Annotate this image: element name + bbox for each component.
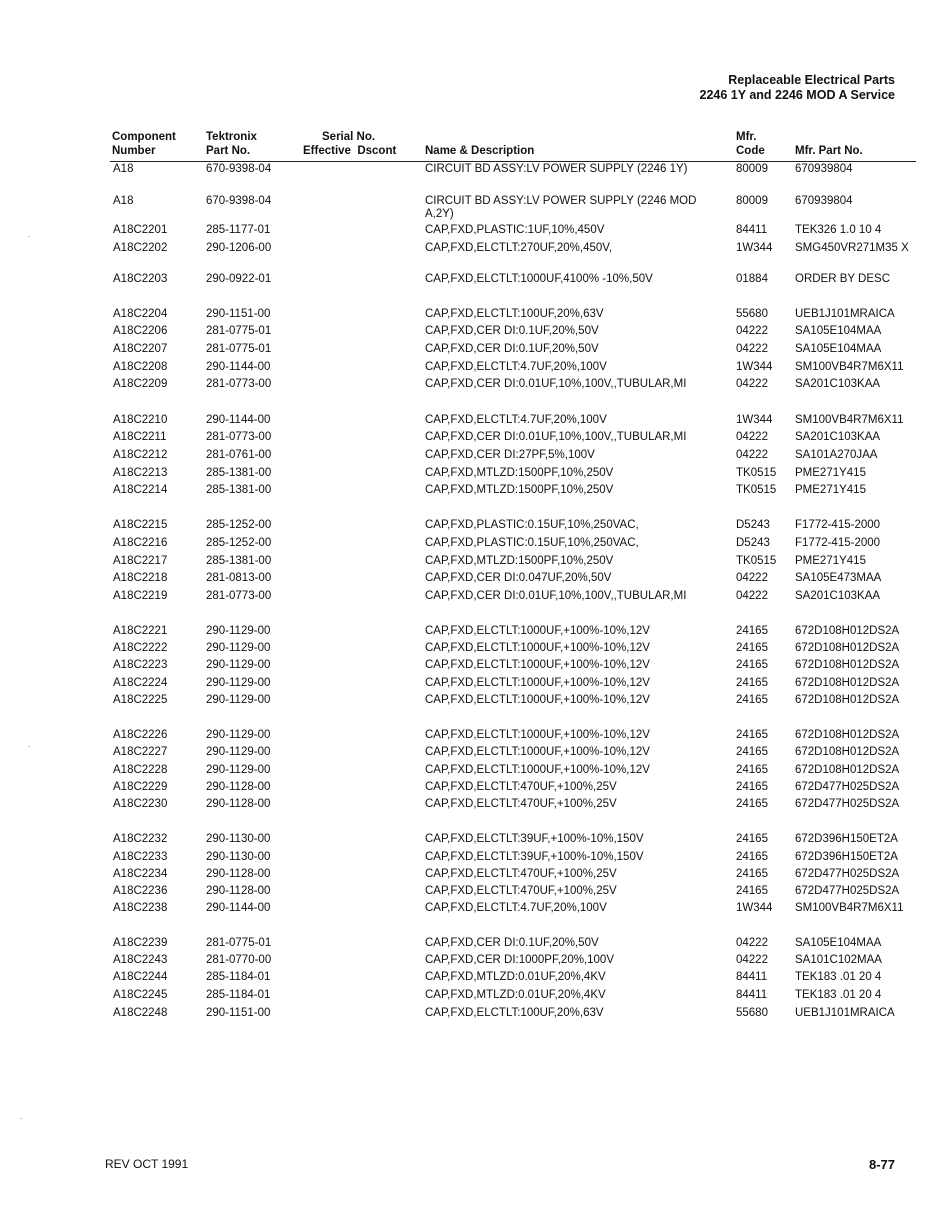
mfr-part-no: ORDER BY DESC xyxy=(795,273,891,285)
tektronix-part-no: 281-0773-00 xyxy=(206,590,272,602)
mfr-part-no: SA105E104MAA xyxy=(795,325,882,337)
component-number: A18C2225 xyxy=(113,694,168,706)
mfr-part-no: TEK183 .01 20 4 xyxy=(795,971,882,983)
name-description: CAP,FXD,MTLZD:0.01UF,20%,4KV xyxy=(425,971,606,983)
mfr-code: 24165 xyxy=(736,746,768,758)
tektronix-part-no: 290-1144-00 xyxy=(206,902,271,914)
mfr-code: 24165 xyxy=(736,694,768,706)
component-number: A18C2236 xyxy=(113,885,168,897)
mfr-code: 04222 xyxy=(736,449,768,461)
component-number: A18C2219 xyxy=(113,590,168,602)
tektronix-part-no: 290-1151-00 xyxy=(206,308,271,320)
mfr-code: 04222 xyxy=(736,590,768,602)
component-number: A18C2216 xyxy=(113,537,168,549)
scan-speck xyxy=(20,1118,22,1119)
col-serial xyxy=(303,130,396,158)
tektronix-part-no: 290-1128-00 xyxy=(206,781,271,793)
name-description: CAP,FXD,CER DI:0.01UF,10%,100V,,TUBULAR,MI xyxy=(425,378,687,390)
tektronix-part-no: 290-0922-01 xyxy=(206,273,272,285)
tektronix-part-no: 285-1184-01 xyxy=(206,971,271,983)
name-description: CAP,FXD,ELCTLT:1000UF,+100%-10%,12V xyxy=(425,729,650,741)
name-description: CAP,FXD,MTLZD:1500PF,10%,250V xyxy=(425,555,614,567)
mfr-part-no: F1772-415-2000 xyxy=(795,519,881,531)
tektronix-part-no: 281-0775-01 xyxy=(206,937,272,949)
mfr-part-no: UEB1J101MRAICA xyxy=(795,1007,895,1019)
col-mfr-part: Mfr. Part No. xyxy=(795,145,863,157)
col-mfr-l2: Code xyxy=(736,145,765,157)
mfr-part-no: SA105E104MAA xyxy=(795,937,882,949)
component-number: A18C2203 xyxy=(113,273,168,285)
mfr-code: TK0515 xyxy=(736,484,777,496)
mfr-part-no: 672D108H012DS2A xyxy=(795,677,900,689)
mfr-part-no: SA101A270JAA xyxy=(795,449,878,461)
mfr-code: 24165 xyxy=(736,868,768,880)
tektronix-part-no: 290-1129-00 xyxy=(206,746,271,758)
tektronix-part-no: 670-9398-04 xyxy=(206,163,272,175)
mfr-code: 84411 xyxy=(736,971,768,983)
mfr-part-no: 672D108H012DS2A xyxy=(795,746,900,758)
tektronix-part-no: 290-1129-00 xyxy=(206,729,271,741)
name-description: CAP,FXD,CER DI:0.1UF,20%,50V xyxy=(425,325,599,337)
page-header xyxy=(700,73,895,103)
component-number: A18C2229 xyxy=(113,781,168,793)
name-description: CAP,FXD,MTLZD:0.01UF,20%,4KV xyxy=(425,989,606,1001)
tektronix-part-no: 281-0773-00 xyxy=(206,431,272,443)
name-description: CAP,FXD,ELCTLT:1000UF,+100%-10%,12V xyxy=(425,659,650,671)
mfr-part-no: F1772-415-2000 xyxy=(795,537,881,549)
component-number: A18C2201 xyxy=(113,224,168,236)
tektronix-part-no: 285-1177-01 xyxy=(206,224,271,236)
mfr-code: 24165 xyxy=(736,659,768,671)
mfr-part-no: TEK183 .01 20 4 xyxy=(795,989,882,1001)
component-number: A18C2226 xyxy=(113,729,168,741)
name-description: CIRCUIT BD ASSY:LV POWER SUPPLY (2246 MOD A,2Y) xyxy=(425,195,697,220)
mfr-part-no: TEK326 1.0 10 4 xyxy=(795,224,882,236)
mfr-part-no: 672D108H012DS2A xyxy=(795,642,900,654)
mfr-part-no: 672D396H150ET2A xyxy=(795,833,898,845)
name-description: CAP,FXD,PLASTIC:0.15UF,10%,250VAC, xyxy=(425,537,639,549)
component-number: A18C2238 xyxy=(113,902,168,914)
col-serial-l1: Serial No. xyxy=(322,131,376,143)
tektronix-part-no: 281-0761-00 xyxy=(206,449,272,461)
tektronix-part-no: 281-0773-00 xyxy=(206,378,272,390)
mfr-part-no: 672D396H150ET2A xyxy=(795,851,898,863)
mfr-part-no: SA101C102MAA xyxy=(795,954,882,966)
name-description: CAP,FXD,ELCTLT:39UF,+100%-10%,150V xyxy=(425,851,644,863)
name-description: CAP,FXD,ELCTLT:4.7UF,20%,100V xyxy=(425,361,607,373)
mfr-code: 04222 xyxy=(736,954,768,966)
mfr-code: 24165 xyxy=(736,729,768,741)
mfr-part-no: SA201C103KAA xyxy=(795,590,881,602)
name-description: CAP,FXD,ELCTLT:470UF,+100%,25V xyxy=(425,885,617,897)
name-description: CAP,FXD,ELCTLT:1000UF,+100%-10%,12V xyxy=(425,764,650,776)
mfr-code: 24165 xyxy=(736,833,768,845)
tektronix-part-no: 670-9398-04 xyxy=(206,195,272,207)
mfr-part-no: UEB1J101MRAICA xyxy=(795,308,895,320)
mfr-code: 04222 xyxy=(736,325,768,337)
mfr-code: 84411 xyxy=(736,989,768,1001)
component-number: A18C2207 xyxy=(113,343,168,355)
col-component xyxy=(112,130,176,158)
header-title: Replaceable Electrical Parts xyxy=(728,73,895,87)
mfr-part-no: 672D477H025DS2A xyxy=(795,868,900,880)
tektronix-part-no: 290-1130-00 xyxy=(206,833,271,845)
tektronix-part-no: 281-0770-00 xyxy=(206,954,272,966)
component-number: A18C2212 xyxy=(113,449,168,461)
mfr-code: 1W344 xyxy=(736,361,773,373)
name-description: CAP,FXD,ELCTLT:100UF,20%,63V xyxy=(425,308,604,320)
name-description: CAP,FXD,MTLZD:1500PF,10%,250V xyxy=(425,467,614,479)
mfr-part-no: SA105E104MAA xyxy=(795,343,882,355)
mfr-code: 24165 xyxy=(736,642,768,654)
tektronix-part-no: 285-1252-00 xyxy=(206,537,272,549)
mfr-code: 24165 xyxy=(736,677,768,689)
page-number: 8-77 xyxy=(868,1157,895,1172)
component-number: A18C2239 xyxy=(113,937,168,949)
name-description: CAP,FXD,ELCTLT:470UF,+100%,25V xyxy=(425,798,617,810)
col-tek-l1: Tektronix xyxy=(206,131,257,143)
component-number: A18C2244 xyxy=(113,971,168,983)
name-description: CAP,FXD,CER DI:1000PF,20%,100V xyxy=(425,954,614,966)
component-number: A18C2215 xyxy=(113,519,168,531)
mfr-part-no: 672D477H025DS2A xyxy=(795,798,900,810)
name-description: CAP,FXD,CER DI:0.047UF,20%,50V xyxy=(425,572,612,584)
mfr-code: TK0515 xyxy=(736,467,777,479)
tektronix-part-no: 290-1129-00 xyxy=(206,642,271,654)
scan-speck xyxy=(28,746,30,747)
mfr-code: D5243 xyxy=(736,519,770,531)
name-description: CAP,FXD,ELCTLT:470UF,+100%,25V xyxy=(425,868,617,880)
tektronix-part-no: 290-1206-00 xyxy=(206,242,272,254)
tektronix-part-no: 290-1128-00 xyxy=(206,798,271,810)
component-number: A18C2232 xyxy=(113,833,168,845)
col-mfr-l1: Mfr. xyxy=(736,131,757,143)
mfr-part-no: 672D477H025DS2A xyxy=(795,781,900,793)
component-number: A18C2245 xyxy=(113,989,168,1001)
component-number: A18C2227 xyxy=(113,746,168,758)
header-rule xyxy=(110,161,916,162)
component-number: A18C2211 xyxy=(113,431,167,443)
tektronix-part-no: 290-1129-00 xyxy=(206,677,271,689)
component-number: A18C2210 xyxy=(113,414,168,426)
name-description: CAP,FXD,CER DI:27PF,5%,100V xyxy=(425,449,595,461)
mfr-part-no: 672D108H012DS2A xyxy=(795,659,900,671)
mfr-code: 24165 xyxy=(736,781,768,793)
mfr-code: 55680 xyxy=(736,1007,768,1019)
name-description: CAP,FXD,ELCTLT:1000UF,+100%-10%,12V xyxy=(425,625,650,637)
component-number: A18C2248 xyxy=(113,1007,168,1019)
mfr-code: 24165 xyxy=(736,625,768,637)
tektronix-part-no: 290-1128-00 xyxy=(206,868,271,880)
name-description: CAP,FXD,ELCTLT:470UF,+100%,25V xyxy=(425,781,617,793)
name-description: CAP,FXD,CER DI:0.01UF,10%,100V,,TUBULAR,MI xyxy=(425,590,687,602)
tektronix-part-no: 290-1130-00 xyxy=(206,851,271,863)
mfr-part-no: 672D108H012DS2A xyxy=(795,625,900,637)
tektronix-part-no: 290-1129-00 xyxy=(206,659,271,671)
name-description: CAP,FXD,CER DI:0.1UF,20%,50V xyxy=(425,343,599,355)
mfr-part-no: SM100VB4R7M6X11 xyxy=(795,361,904,373)
mfr-code: 1W344 xyxy=(736,902,773,914)
scan-speck xyxy=(28,236,30,237)
mfr-part-no: 672D108H012DS2A xyxy=(795,729,900,741)
name-description: CAP,FXD,ELCTLT:4.7UF,20%,100V xyxy=(425,414,607,426)
mfr-part-no: SA105E473MAA xyxy=(795,572,882,584)
tektronix-part-no: 290-1144-00 xyxy=(206,361,271,373)
mfr-code: 24165 xyxy=(736,764,768,776)
mfr-code: 84411 xyxy=(736,224,768,236)
mfr-code: 1W344 xyxy=(736,414,773,426)
mfr-code: 24165 xyxy=(736,851,768,863)
mfr-code: 24165 xyxy=(736,798,768,810)
mfr-part-no: 670939804 xyxy=(795,163,853,175)
col-tek-l2: Part No. xyxy=(206,145,251,157)
component-number: A18C2208 xyxy=(113,361,168,373)
component-number: A18C2234 xyxy=(113,868,168,880)
col-serial-l2: Effective Dscont xyxy=(303,145,397,157)
name-description: CAP,FXD,PLASTIC:1UF,10%,450V xyxy=(425,224,605,236)
revision-date: REV OCT 1991 xyxy=(105,1157,189,1171)
name-description: CAP,FXD,ELCTLT:1000UF,+100%-10%,12V xyxy=(425,642,650,654)
name-description: CAP,FXD,ELCTLT:100UF,20%,63V xyxy=(425,1007,604,1019)
name-description: CAP,FXD,ELCTLT:1000UF,+100%-10%,12V xyxy=(425,746,650,758)
mfr-code: 01884 xyxy=(736,273,768,285)
mfr-part-no: PME271Y415 xyxy=(795,467,866,479)
mfr-part-no: 670939804 xyxy=(795,195,853,207)
mfr-code: 04222 xyxy=(736,937,768,949)
tektronix-part-no: 290-1128-00 xyxy=(206,885,271,897)
component-number: A18 xyxy=(113,195,134,207)
name-description: CAP,FXD,ELCTLT:1000UF,4100% -10%,50V xyxy=(425,273,653,285)
mfr-code: 04222 xyxy=(736,378,768,390)
mfr-part-no: SM100VB4R7M6X11 xyxy=(795,902,904,914)
mfr-part-no: SM100VB4R7M6X11 xyxy=(795,414,904,426)
mfr-part-no: 672D477H025DS2A xyxy=(795,885,900,897)
component-number: A18 xyxy=(113,163,134,175)
component-number: A18C2221 xyxy=(113,625,168,637)
component-number: A18C2243 xyxy=(113,954,168,966)
col-name: Name & Description xyxy=(425,145,535,157)
tektronix-part-no: 290-1129-00 xyxy=(206,625,271,637)
name-description: CAP,FXD,ELCTLT:1000UF,+100%-10%,12V xyxy=(425,694,650,706)
mfr-code: 04222 xyxy=(736,431,768,443)
component-number: A18C2209 xyxy=(113,378,168,390)
component-number: A18C2202 xyxy=(113,242,168,254)
mfr-code: 24165 xyxy=(736,885,768,897)
mfr-code: D5243 xyxy=(736,537,770,549)
mfr-code: 80009 xyxy=(736,163,768,175)
component-number: A18C2224 xyxy=(113,677,168,689)
mfr-code: TK0515 xyxy=(736,555,777,567)
component-number: A18C2217 xyxy=(113,555,168,567)
header-subtitle: 2246 1Y and 2246 MOD A Service xyxy=(699,88,895,102)
tektronix-part-no: 285-1184-01 xyxy=(206,989,271,1001)
name-description: CAP,FXD,ELCTLT:4.7UF,20%,100V xyxy=(425,902,607,914)
component-number: A18C2204 xyxy=(113,308,168,320)
component-number: A18C2222 xyxy=(113,642,168,654)
col-component-l2: Number xyxy=(112,145,156,157)
col-mfr-code xyxy=(736,130,765,158)
name-description: CAP,FXD,ELCTLT:39UF,+100%-10%,150V xyxy=(425,833,644,845)
mfr-part-no: SMG450VR271M35 X xyxy=(795,242,909,254)
tektronix-part-no: 281-0775-01 xyxy=(206,343,272,355)
mfr-part-no: PME271Y415 xyxy=(795,484,866,496)
col-component-l1: Component xyxy=(112,131,176,143)
mfr-code: 04222 xyxy=(736,572,768,584)
name-description: CAP,FXD,ELCTLT:1000UF,+100%-10%,12V xyxy=(425,677,650,689)
component-number: A18C2230 xyxy=(113,798,168,810)
component-number: A18C2223 xyxy=(113,659,168,671)
col-tek-part xyxy=(206,130,257,158)
name-description: CAP,FXD,MTLZD:1500PF,10%,250V xyxy=(425,484,614,496)
component-number: A18C2214 xyxy=(113,484,168,496)
component-number: A18C2206 xyxy=(113,325,168,337)
name-description: CAP,FXD,ELCTLT:270UF,20%,450V, xyxy=(425,242,613,254)
mfr-part-no: PME271Y415 xyxy=(795,555,866,567)
mfr-part-no: SA201C103KAA xyxy=(795,378,881,390)
tektronix-part-no: 285-1252-00 xyxy=(206,519,272,531)
tektronix-part-no: 285-1381-00 xyxy=(206,484,272,496)
tektronix-part-no: 281-0775-01 xyxy=(206,325,272,337)
tektronix-part-no: 290-1129-00 xyxy=(206,694,271,706)
name-description: CAP,FXD,CER DI:0.1UF,20%,50V xyxy=(425,937,599,949)
tektronix-part-no: 281-0813-00 xyxy=(206,572,272,584)
mfr-code: 55680 xyxy=(736,308,768,320)
name-description: CAP,FXD,CER DI:0.01UF,10%,100V,,TUBULAR,MI xyxy=(425,431,687,443)
mfr-part-no: 672D108H012DS2A xyxy=(795,694,900,706)
tektronix-part-no: 285-1381-00 xyxy=(206,555,272,567)
tektronix-part-no: 290-1129-00 xyxy=(206,764,271,776)
mfr-part-no: 672D108H012DS2A xyxy=(795,764,900,776)
component-number: A18C2233 xyxy=(113,851,168,863)
mfr-code: 1W344 xyxy=(736,242,773,254)
component-number: A18C2228 xyxy=(113,764,168,776)
component-number: A18C2218 xyxy=(113,572,168,584)
name-description: CIRCUIT BD ASSY:LV POWER SUPPLY (2246 1Y) xyxy=(425,163,688,175)
tektronix-part-no: 290-1144-00 xyxy=(206,414,271,426)
mfr-part-no: SA201C103KAA xyxy=(795,431,881,443)
mfr-code: 04222 xyxy=(736,343,768,355)
name-description: CAP,FXD,PLASTIC:0.15UF,10%,250VAC, xyxy=(425,519,639,531)
tektronix-part-no: 290-1151-00 xyxy=(206,1007,271,1019)
tektronix-part-no: 285-1381-00 xyxy=(206,467,272,479)
component-number: A18C2213 xyxy=(113,467,168,479)
mfr-code: 80009 xyxy=(736,195,768,207)
